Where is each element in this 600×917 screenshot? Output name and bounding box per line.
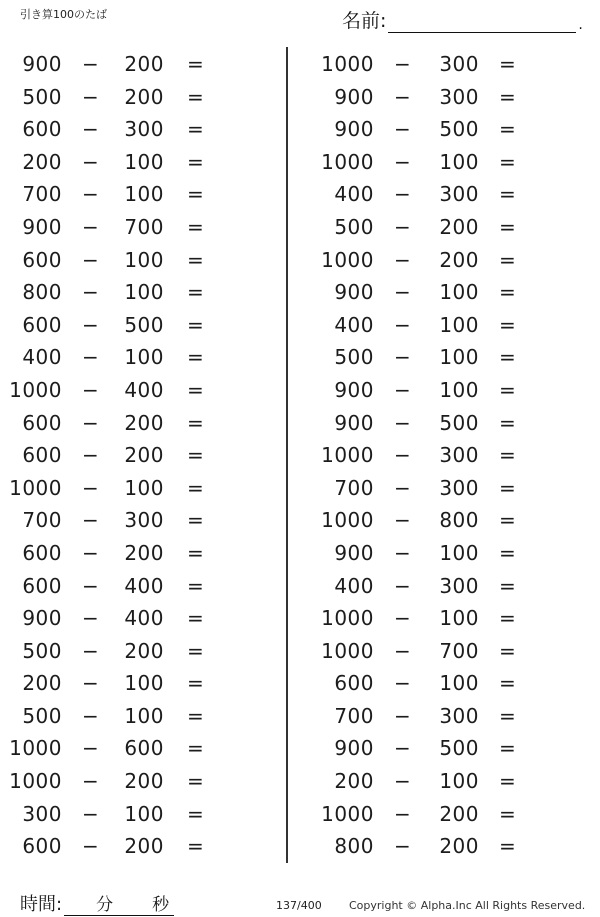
minuend: 1000: [321, 801, 374, 826]
seconds-label: 秒: [152, 895, 170, 915]
subtrahend: 500: [439, 736, 479, 761]
minus-sign: −: [82, 834, 100, 859]
minuend: 600: [334, 671, 374, 696]
subtrahend: 100: [124, 280, 164, 305]
subtrahend: 100: [439, 671, 479, 696]
equals-sign: =: [187, 606, 205, 631]
problem-row: [300, 830, 590, 863]
problem-row: [0, 504, 286, 537]
problem-row: [300, 667, 590, 700]
equals-sign: =: [499, 377, 517, 402]
equals-sign: =: [499, 410, 517, 435]
equals-sign: =: [187, 703, 205, 728]
problem-row: [0, 374, 286, 407]
minus-sign: −: [82, 312, 100, 337]
minus-sign: −: [82, 377, 100, 402]
minus-sign: −: [394, 280, 412, 305]
problem-row: [300, 146, 590, 179]
problem-row: [0, 341, 286, 374]
subtrahend: 200: [124, 834, 164, 859]
subtrahend: 100: [439, 345, 479, 370]
equals-sign: =: [499, 312, 517, 337]
problem-row: [0, 48, 286, 81]
equals-sign: =: [187, 312, 205, 337]
minus-sign: −: [394, 84, 412, 109]
problem-row: [300, 732, 590, 765]
minuend: 500: [22, 84, 62, 109]
subtrahend: 100: [124, 475, 164, 500]
equals-sign: =: [187, 247, 205, 272]
subtrahend: 200: [124, 443, 164, 468]
minus-sign: −: [394, 801, 412, 826]
subtrahend: 100: [124, 247, 164, 272]
subtrahend: 300: [439, 475, 479, 500]
subtrahend: 300: [439, 443, 479, 468]
minus-sign: −: [394, 475, 412, 500]
subtrahend: 500: [439, 410, 479, 435]
minuend: 400: [334, 312, 374, 337]
time-label: 時間:: [20, 894, 63, 915]
minus-sign: −: [394, 540, 412, 565]
subtrahend: 100: [439, 377, 479, 402]
minus-sign: −: [82, 149, 100, 174]
left-problem-column: [0, 48, 286, 863]
name-field: [342, 6, 583, 33]
minus-sign: −: [82, 84, 100, 109]
page-number: 137/400: [276, 899, 322, 912]
subtrahend: 100: [439, 149, 479, 174]
problem-row: [0, 146, 286, 179]
problem-row: [0, 472, 286, 505]
problem-row: [0, 732, 286, 765]
minus-sign: −: [82, 214, 100, 239]
minus-sign: −: [394, 149, 412, 174]
subtrahend: 200: [124, 84, 164, 109]
problem-row: [300, 602, 590, 635]
equals-sign: =: [499, 703, 517, 728]
subtrahend: 300: [439, 52, 479, 76]
subtrahend: 100: [439, 312, 479, 337]
subtrahend: 200: [124, 52, 164, 76]
equals-sign: =: [499, 736, 517, 761]
minus-sign: −: [82, 606, 100, 631]
minus-sign: −: [82, 117, 100, 142]
minuend: 900: [22, 606, 62, 631]
equals-sign: =: [499, 834, 517, 859]
problem-row: [300, 211, 590, 244]
problem-row: [300, 341, 590, 374]
minus-sign: −: [82, 410, 100, 435]
minuend: 200: [22, 671, 62, 696]
subtrahend: 200: [124, 540, 164, 565]
equals-sign: =: [499, 769, 517, 794]
minuend: 600: [22, 410, 62, 435]
subtrahend: 100: [439, 280, 479, 305]
equals-sign: =: [187, 52, 205, 76]
equals-sign: =: [187, 671, 205, 696]
equals-sign: =: [187, 182, 205, 207]
problem-row: [0, 537, 286, 570]
equals-sign: =: [187, 508, 205, 533]
minuend: 600: [22, 117, 62, 142]
subtrahend: 100: [124, 182, 164, 207]
time-field: [20, 890, 174, 916]
problem-row: [0, 439, 286, 472]
minuend: 700: [334, 475, 374, 500]
equals-sign: =: [499, 117, 517, 142]
equals-sign: =: [187, 345, 205, 370]
name-end-mark: .: [578, 17, 583, 33]
equals-sign: =: [187, 443, 205, 468]
subtrahend: 100: [439, 606, 479, 631]
equals-sign: =: [499, 52, 517, 76]
subtrahend: 300: [439, 84, 479, 109]
minuend: 1000: [321, 443, 374, 468]
problem-row: [300, 48, 590, 81]
equals-sign: =: [187, 410, 205, 435]
minuend: 800: [22, 280, 62, 305]
subtrahend: 100: [124, 149, 164, 174]
minuend: 1000: [321, 638, 374, 663]
problem-row: [300, 374, 590, 407]
problem-row: [0, 798, 286, 831]
equals-sign: =: [187, 214, 205, 239]
problem-row: [300, 81, 590, 114]
minuend: 900: [22, 52, 62, 76]
subtrahend: 200: [439, 247, 479, 272]
equals-sign: =: [499, 443, 517, 468]
minuend: 700: [22, 182, 62, 207]
minuend: 500: [334, 214, 374, 239]
problem-row: [300, 407, 590, 440]
minuend: 1000: [9, 475, 62, 500]
subtrahend: 800: [439, 508, 479, 533]
subtrahend: 100: [124, 671, 164, 696]
minuend: 900: [334, 117, 374, 142]
minus-sign: −: [394, 410, 412, 435]
minus-sign: −: [394, 834, 412, 859]
minus-sign: −: [82, 182, 100, 207]
minus-sign: −: [82, 508, 100, 533]
column-divider: [286, 47, 288, 863]
minuend: 1000: [321, 508, 374, 533]
minuend: 1000: [9, 769, 62, 794]
equals-sign: =: [499, 247, 517, 272]
minus-sign: −: [394, 606, 412, 631]
minus-sign: −: [394, 52, 412, 76]
problem-row: [300, 765, 590, 798]
minuend: 400: [334, 573, 374, 598]
minus-sign: −: [394, 638, 412, 663]
equals-sign: =: [187, 638, 205, 663]
equals-sign: =: [187, 377, 205, 402]
subtrahend: 100: [124, 801, 164, 826]
minus-sign: −: [394, 345, 412, 370]
minuend: 900: [334, 410, 374, 435]
problem-row: [300, 700, 590, 733]
subtrahend: 300: [439, 182, 479, 207]
problem-row: [0, 407, 286, 440]
problem-row: [0, 635, 286, 668]
minus-sign: −: [82, 573, 100, 598]
subtrahend: 700: [439, 638, 479, 663]
equals-sign: =: [187, 834, 205, 859]
minus-sign: −: [82, 280, 100, 305]
subtrahend: 400: [124, 573, 164, 598]
worksheet-title: 引き算100のたば: [20, 8, 107, 21]
minus-sign: −: [394, 443, 412, 468]
subtrahend: 500: [439, 117, 479, 142]
minuend: 900: [334, 736, 374, 761]
problem-row: [0, 700, 286, 733]
minus-sign: −: [82, 736, 100, 761]
subtrahend: 200: [439, 214, 479, 239]
minuend: 200: [22, 149, 62, 174]
minuend: 1000: [321, 149, 374, 174]
minuend: 1000: [321, 606, 374, 631]
minuend: 1000: [321, 247, 374, 272]
subtrahend: 300: [124, 508, 164, 533]
subtrahend: 400: [124, 377, 164, 402]
problem-row: [300, 309, 590, 342]
equals-sign: =: [499, 606, 517, 631]
subtrahend: 100: [439, 769, 479, 794]
problem-row: [300, 439, 590, 472]
subtrahend: 500: [124, 312, 164, 337]
equals-sign: =: [187, 801, 205, 826]
equals-sign: =: [499, 540, 517, 565]
minus-sign: −: [82, 801, 100, 826]
equals-sign: =: [187, 573, 205, 598]
minus-sign: −: [394, 736, 412, 761]
right-problem-column: [300, 48, 590, 863]
minus-sign: −: [394, 312, 412, 337]
minuend: 600: [22, 443, 62, 468]
equals-sign: =: [187, 84, 205, 109]
problem-row: [0, 570, 286, 603]
minuend: 900: [22, 214, 62, 239]
problem-row: [300, 798, 590, 831]
minuend: 500: [22, 703, 62, 728]
minus-sign: −: [82, 638, 100, 663]
minus-sign: −: [82, 540, 100, 565]
equals-sign: =: [187, 769, 205, 794]
minuend: 700: [22, 508, 62, 533]
subtrahend: 200: [124, 410, 164, 435]
equals-sign: =: [187, 540, 205, 565]
problem-row: [0, 667, 286, 700]
minus-sign: −: [394, 377, 412, 402]
minus-sign: −: [82, 671, 100, 696]
equals-sign: =: [499, 214, 517, 239]
problem-row: [0, 309, 286, 342]
minuend: 800: [334, 834, 374, 859]
minuend: 600: [22, 312, 62, 337]
name-underline: [388, 12, 576, 33]
problem-row: [0, 178, 286, 211]
equals-sign: =: [499, 638, 517, 663]
equals-sign: =: [499, 801, 517, 826]
equals-sign: =: [187, 736, 205, 761]
minus-sign: −: [82, 52, 100, 76]
problem-row: [0, 244, 286, 277]
name-label: 名前:: [342, 10, 387, 32]
minuend: 500: [22, 638, 62, 663]
equals-sign: =: [499, 182, 517, 207]
minuend: 900: [334, 540, 374, 565]
minus-sign: −: [394, 703, 412, 728]
minuend: 600: [22, 834, 62, 859]
minuend: 1000: [9, 736, 62, 761]
problem-row: [0, 276, 286, 309]
minuend: 900: [334, 84, 374, 109]
minus-sign: −: [394, 769, 412, 794]
equals-sign: =: [499, 671, 517, 696]
equals-sign: =: [187, 149, 205, 174]
problem-row: [300, 537, 590, 570]
problem-row: [0, 602, 286, 635]
minuend: 500: [334, 345, 374, 370]
minuend: 400: [334, 182, 374, 207]
minuend: 900: [334, 280, 374, 305]
subtrahend: 300: [124, 117, 164, 142]
equals-sign: =: [499, 345, 517, 370]
equals-sign: =: [187, 475, 205, 500]
minus-sign: −: [82, 443, 100, 468]
problem-row: [300, 276, 590, 309]
problem-row: [300, 570, 590, 603]
subtrahend: 200: [124, 638, 164, 663]
equals-sign: =: [499, 508, 517, 533]
copyright-notice: Copyright © Alpha.Inc All Rights Reserved.: [349, 899, 586, 912]
equals-sign: =: [499, 573, 517, 598]
minus-sign: −: [394, 117, 412, 142]
minus-sign: −: [82, 345, 100, 370]
minus-sign: −: [394, 182, 412, 207]
problem-row: [300, 472, 590, 505]
minus-sign: −: [394, 247, 412, 272]
subtrahend: 200: [439, 801, 479, 826]
minuend: 1000: [321, 52, 374, 76]
minuend: 200: [334, 769, 374, 794]
minuend: 300: [22, 801, 62, 826]
problem-row: [0, 765, 286, 798]
equals-sign: =: [499, 280, 517, 305]
equals-sign: =: [499, 84, 517, 109]
minuend: 400: [22, 345, 62, 370]
problem-row: [300, 504, 590, 537]
subtrahend: 300: [439, 573, 479, 598]
subtrahend: 700: [124, 214, 164, 239]
problem-row: [300, 635, 590, 668]
minus-sign: −: [394, 573, 412, 598]
minuend: 700: [334, 703, 374, 728]
minus-sign: −: [82, 769, 100, 794]
minus-sign: −: [394, 508, 412, 533]
equals-sign: =: [187, 117, 205, 142]
problem-row: [0, 81, 286, 114]
minus-sign: −: [82, 475, 100, 500]
minuend: 600: [22, 540, 62, 565]
subtrahend: 300: [439, 703, 479, 728]
subtrahend: 600: [124, 736, 164, 761]
equals-sign: =: [499, 475, 517, 500]
minuend: 1000: [9, 377, 62, 402]
minus-sign: −: [82, 703, 100, 728]
subtrahend: 100: [124, 703, 164, 728]
minuend: 900: [334, 377, 374, 402]
minuend: 600: [22, 247, 62, 272]
subtrahend: 100: [439, 540, 479, 565]
problem-row: [0, 830, 286, 863]
minutes-label: 分: [96, 895, 114, 915]
minus-sign: −: [394, 214, 412, 239]
equals-sign: =: [499, 149, 517, 174]
subtrahend: 100: [124, 345, 164, 370]
problem-row: [0, 211, 286, 244]
subtrahend: 200: [124, 769, 164, 794]
minuend: 600: [22, 573, 62, 598]
minus-sign: −: [82, 247, 100, 272]
time-underline: [64, 895, 174, 916]
problem-row: [300, 178, 590, 211]
subtrahend: 400: [124, 606, 164, 631]
problem-row: [300, 113, 590, 146]
subtrahend: 200: [439, 834, 479, 859]
equals-sign: =: [187, 280, 205, 305]
problem-row: [0, 113, 286, 146]
minus-sign: −: [394, 671, 412, 696]
problem-row: [300, 244, 590, 277]
